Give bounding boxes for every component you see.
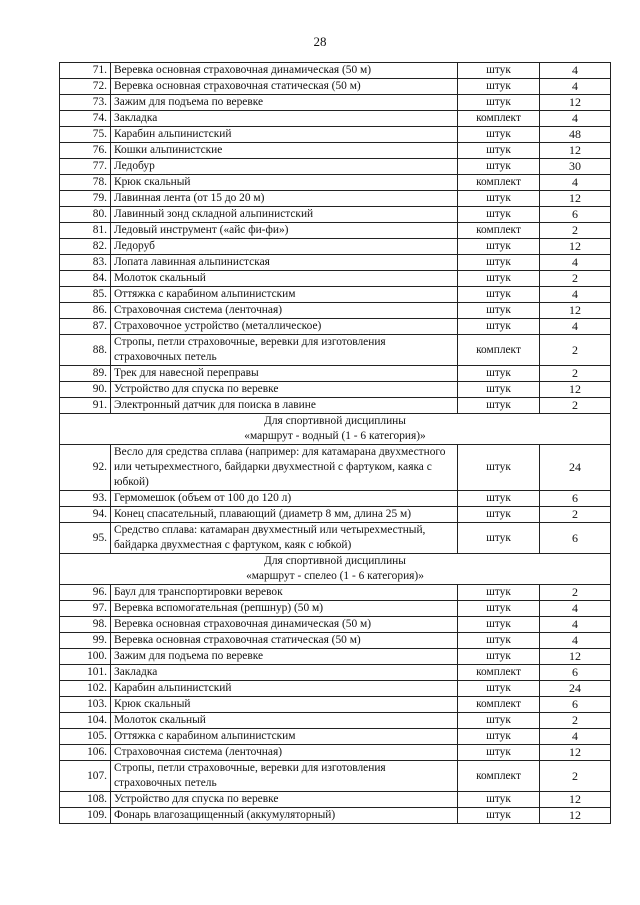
row-number: 106. bbox=[60, 745, 111, 761]
item-quantity: 4 bbox=[540, 319, 611, 335]
item-unit: штук bbox=[458, 507, 540, 523]
row-number: 81. bbox=[60, 223, 111, 239]
item-name: Устройство для спуска по веревке bbox=[111, 792, 458, 808]
item-unit: штук bbox=[458, 745, 540, 761]
item-unit: комплект bbox=[458, 665, 540, 681]
item-name: Закладка bbox=[111, 665, 458, 681]
item-quantity: 2 bbox=[540, 585, 611, 601]
item-unit: штук bbox=[458, 398, 540, 414]
item-unit: комплект bbox=[458, 175, 540, 191]
item-unit: штук bbox=[458, 445, 540, 491]
item-unit: штук bbox=[458, 617, 540, 633]
item-unit: штук bbox=[458, 287, 540, 303]
table-row bbox=[60, 159, 611, 175]
table-row bbox=[60, 761, 611, 792]
item-name: Баул для транспортировки веревок bbox=[111, 585, 458, 601]
item-quantity: 4 bbox=[540, 255, 611, 271]
item-quantity: 30 bbox=[540, 159, 611, 175]
row-number: 76. bbox=[60, 143, 111, 159]
item-quantity: 4 bbox=[540, 287, 611, 303]
row-number: 73. bbox=[60, 95, 111, 111]
item-name: Страховочное устройство (металлическое) bbox=[111, 319, 458, 335]
item-name: Карабин альпинистский bbox=[111, 127, 458, 143]
table-row bbox=[60, 617, 611, 633]
item-quantity: 6 bbox=[540, 207, 611, 223]
item-unit: штук bbox=[458, 271, 540, 287]
item-unit: комплект bbox=[458, 111, 540, 127]
item-quantity: 12 bbox=[540, 143, 611, 159]
row-number: 84. bbox=[60, 271, 111, 287]
item-name: Ледовый инструмент («айс фи-фи») bbox=[111, 223, 458, 239]
item-name: Крюк скальный bbox=[111, 697, 458, 713]
section-title-speleo bbox=[60, 554, 611, 585]
item-quantity: 4 bbox=[540, 617, 611, 633]
row-number: 88. bbox=[60, 335, 111, 366]
row-number: 101. bbox=[60, 665, 111, 681]
item-quantity: 4 bbox=[540, 729, 611, 745]
item-name: Лавинный зонд складной альпинистский bbox=[111, 207, 458, 223]
item-unit: штук bbox=[458, 191, 540, 207]
row-number: 79. bbox=[60, 191, 111, 207]
item-unit: штук bbox=[458, 792, 540, 808]
item-name: Оттяжка с карабином альпинистским bbox=[111, 287, 458, 303]
row-number: 78. bbox=[60, 175, 111, 191]
section-line-1: Для спортивной дисциплины bbox=[264, 415, 406, 427]
item-name: Зажим для подъема по веревке bbox=[111, 95, 458, 111]
item-unit: штук bbox=[458, 127, 540, 143]
item-name: Ледобур bbox=[111, 159, 458, 175]
row-number: 83. bbox=[60, 255, 111, 271]
section-line-2: «маршрут - водный (1 - 6 категория)» bbox=[244, 430, 426, 442]
item-name: Устройство для спуска по веревке bbox=[111, 382, 458, 398]
table-row bbox=[60, 239, 611, 255]
item-unit: штук bbox=[458, 713, 540, 729]
item-unit: штук bbox=[458, 207, 540, 223]
item-unit: штук bbox=[458, 143, 540, 159]
item-unit: штук bbox=[458, 303, 540, 319]
section-line-1: Для спортивной дисциплины bbox=[264, 555, 406, 567]
item-name: Электронный датчик для поиска в лавине bbox=[111, 398, 458, 414]
item-name: Страховочная система (ленточная) bbox=[111, 745, 458, 761]
item-unit: штук bbox=[458, 633, 540, 649]
item-quantity: 24 bbox=[540, 681, 611, 697]
row-number: 107. bbox=[60, 761, 111, 792]
table-row bbox=[60, 95, 611, 111]
table-row bbox=[60, 175, 611, 191]
table-group-speleo bbox=[60, 585, 611, 824]
item-name: Молоток скальный bbox=[111, 271, 458, 287]
row-number: 108. bbox=[60, 792, 111, 808]
item-quantity: 12 bbox=[540, 745, 611, 761]
item-unit: штук bbox=[458, 729, 540, 745]
item-quantity: 12 bbox=[540, 649, 611, 665]
section-line-2: «маршрут - спелео (1 - 6 категория)» bbox=[246, 570, 424, 582]
table-row bbox=[60, 303, 611, 319]
row-number: 96. bbox=[60, 585, 111, 601]
item-unit: штук bbox=[458, 681, 540, 697]
table-row bbox=[60, 681, 611, 697]
row-number: 95. bbox=[60, 523, 111, 554]
item-quantity: 2 bbox=[540, 223, 611, 239]
section-header-water bbox=[60, 414, 611, 445]
item-name: Конец спасательный, плавающий (диаметр 8 мм, длина 25 м) bbox=[111, 507, 458, 523]
item-unit: штук bbox=[458, 366, 540, 382]
item-unit: штук bbox=[458, 63, 540, 79]
item-quantity: 4 bbox=[540, 63, 611, 79]
item-quantity: 12 bbox=[540, 239, 611, 255]
item-name: Весло для средства сплава (например: для катамарана двухместного или четырехместного, байдарки двухместной с фартуком, каяка с юбкой) bbox=[111, 445, 458, 491]
item-unit: штук bbox=[458, 585, 540, 601]
table-row bbox=[60, 319, 611, 335]
item-name: Зажим для подъема по веревке bbox=[111, 649, 458, 665]
table-row bbox=[60, 382, 611, 398]
row-number: 80. bbox=[60, 207, 111, 223]
page-number: 28 bbox=[313, 34, 327, 49]
item-quantity: 2 bbox=[540, 761, 611, 792]
item-name: Лопата лавинная альпинистская bbox=[111, 255, 458, 271]
table-group-water bbox=[60, 445, 611, 554]
item-quantity: 12 bbox=[540, 382, 611, 398]
table-row bbox=[60, 491, 611, 507]
row-number: 105. bbox=[60, 729, 111, 745]
row-number: 72. bbox=[60, 79, 111, 95]
item-name: Лавинная лента (от 15 до 20 м) bbox=[111, 191, 458, 207]
item-quantity: 6 bbox=[540, 523, 611, 554]
row-number: 109. bbox=[60, 808, 111, 824]
item-unit: комплект bbox=[458, 335, 540, 366]
item-quantity: 2 bbox=[540, 335, 611, 366]
row-number: 91. bbox=[60, 398, 111, 414]
item-quantity: 4 bbox=[540, 601, 611, 617]
item-unit: комплект bbox=[458, 223, 540, 239]
table-row bbox=[60, 713, 611, 729]
table-row bbox=[60, 507, 611, 523]
row-number: 85. bbox=[60, 287, 111, 303]
row-number: 94. bbox=[60, 507, 111, 523]
item-name: Стропы, петли страховочные, веревки для изготовления страховочных петель bbox=[111, 761, 458, 792]
table-row bbox=[60, 271, 611, 287]
row-number: 87. bbox=[60, 319, 111, 335]
item-name: Веревка основная страховочная динамическая (50 м) bbox=[111, 617, 458, 633]
item-quantity: 4 bbox=[540, 175, 611, 191]
item-unit: штук bbox=[458, 601, 540, 617]
item-name: Гермомешок (объем от 100 до 120 л) bbox=[111, 491, 458, 507]
row-number: 99. bbox=[60, 633, 111, 649]
item-quantity: 2 bbox=[540, 507, 611, 523]
row-number: 89. bbox=[60, 366, 111, 382]
item-name: Крюк скальный bbox=[111, 175, 458, 191]
table-row bbox=[60, 366, 611, 382]
item-unit: комплект bbox=[458, 697, 540, 713]
item-quantity: 6 bbox=[540, 491, 611, 507]
table-row bbox=[60, 255, 611, 271]
item-name: Карабин альпинистский bbox=[111, 681, 458, 697]
item-name: Оттяжка с карабином альпинистским bbox=[111, 729, 458, 745]
table-row bbox=[60, 398, 611, 414]
table-row bbox=[60, 127, 611, 143]
item-unit: штук bbox=[458, 649, 540, 665]
row-number: 104. bbox=[60, 713, 111, 729]
table-row bbox=[60, 808, 611, 824]
table-row bbox=[60, 79, 611, 95]
item-unit: штук bbox=[458, 491, 540, 507]
table-row bbox=[60, 143, 611, 159]
item-quantity: 48 bbox=[540, 127, 611, 143]
table-row bbox=[60, 523, 611, 554]
item-name: Средство сплава: катамаран двухместный или четырехместный, байдарка двухместная с фартуком, каяк с юбкой) bbox=[111, 523, 458, 554]
item-quantity: 2 bbox=[540, 713, 611, 729]
table-row bbox=[60, 649, 611, 665]
item-name: Кошки альпинистские bbox=[111, 143, 458, 159]
table-row bbox=[60, 745, 611, 761]
item-unit: штук bbox=[458, 523, 540, 554]
row-number: 77. bbox=[60, 159, 111, 175]
item-quantity: 12 bbox=[540, 792, 611, 808]
section-header-speleo bbox=[60, 554, 611, 585]
item-unit: штук bbox=[458, 255, 540, 271]
item-quantity: 6 bbox=[540, 665, 611, 681]
equipment-table bbox=[59, 62, 611, 824]
table-row bbox=[60, 665, 611, 681]
table-row bbox=[60, 191, 611, 207]
table-row bbox=[60, 207, 611, 223]
row-number: 82. bbox=[60, 239, 111, 255]
item-quantity: 24 bbox=[540, 445, 611, 491]
table-row bbox=[60, 633, 611, 649]
item-name: Веревка вспомогательная (репшнур) (50 м) bbox=[111, 601, 458, 617]
row-number: 92. bbox=[60, 445, 111, 491]
item-name: Страховочная система (ленточная) bbox=[111, 303, 458, 319]
row-number: 86. bbox=[60, 303, 111, 319]
table-group-mountain bbox=[60, 63, 611, 414]
table-row bbox=[60, 585, 611, 601]
item-unit: штук bbox=[458, 79, 540, 95]
table-row bbox=[60, 111, 611, 127]
item-quantity: 6 bbox=[540, 697, 611, 713]
item-name: Закладка bbox=[111, 111, 458, 127]
item-quantity: 2 bbox=[540, 398, 611, 414]
item-name: Ледоруб bbox=[111, 239, 458, 255]
row-number: 100. bbox=[60, 649, 111, 665]
row-number: 71. bbox=[60, 63, 111, 79]
row-number: 74. bbox=[60, 111, 111, 127]
item-name: Веревка основная страховочная динамическая (50 м) bbox=[111, 63, 458, 79]
row-number: 102. bbox=[60, 681, 111, 697]
item-quantity: 12 bbox=[540, 191, 611, 207]
table-row bbox=[60, 287, 611, 303]
item-quantity: 2 bbox=[540, 366, 611, 382]
table-row bbox=[60, 697, 611, 713]
row-number: 90. bbox=[60, 382, 111, 398]
item-name: Фонарь влагозащищенный (аккумуляторный) bbox=[111, 808, 458, 824]
row-number: 98. bbox=[60, 617, 111, 633]
item-quantity: 4 bbox=[540, 633, 611, 649]
item-quantity: 4 bbox=[540, 111, 611, 127]
table-row bbox=[60, 223, 611, 239]
table-row bbox=[60, 601, 611, 617]
item-unit: штук bbox=[458, 239, 540, 255]
item-unit: штук bbox=[458, 159, 540, 175]
item-unit: комплект bbox=[458, 761, 540, 792]
item-name: Веревка основная страховочная статическая (50 м) bbox=[111, 633, 458, 649]
item-quantity: 2 bbox=[540, 271, 611, 287]
item-name: Стропы, петли страховочные, веревки для изготовления страховочных петель bbox=[111, 335, 458, 366]
table-row bbox=[60, 63, 611, 79]
row-number: 97. bbox=[60, 601, 111, 617]
item-quantity: 12 bbox=[540, 808, 611, 824]
section-title-water bbox=[60, 414, 611, 445]
table-row bbox=[60, 445, 611, 491]
table-row bbox=[60, 335, 611, 366]
item-unit: штук bbox=[458, 808, 540, 824]
row-number: 103. bbox=[60, 697, 111, 713]
item-quantity: 4 bbox=[540, 79, 611, 95]
row-number: 93. bbox=[60, 491, 111, 507]
item-name: Молоток скальный bbox=[111, 713, 458, 729]
item-quantity: 12 bbox=[540, 303, 611, 319]
item-name: Веревка основная страховочная статическая (50 м) bbox=[111, 79, 458, 95]
item-unit: штук bbox=[458, 319, 540, 335]
item-unit: штук bbox=[458, 95, 540, 111]
item-quantity: 12 bbox=[540, 95, 611, 111]
table-row bbox=[60, 792, 611, 808]
table-row bbox=[60, 729, 611, 745]
item-unit: штук bbox=[458, 382, 540, 398]
item-name: Трек для навесной переправы bbox=[111, 366, 458, 382]
row-number: 75. bbox=[60, 127, 111, 143]
